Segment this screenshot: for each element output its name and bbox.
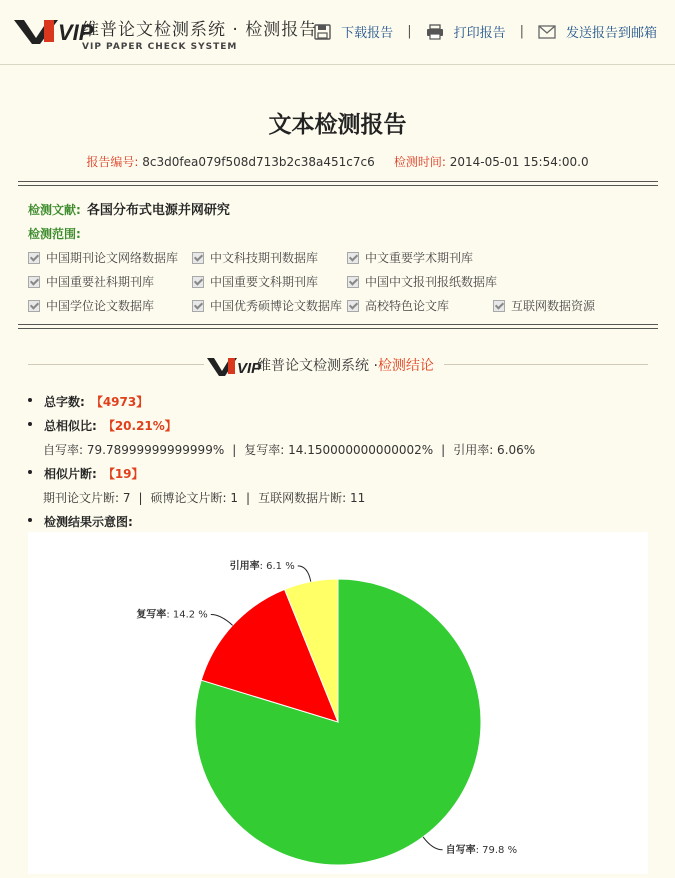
vip-logo-text: VIP — [58, 20, 94, 45]
pie-chart-svg — [28, 532, 648, 874]
save-icon — [314, 24, 331, 40]
report-id-label: 报告编号: — [86, 155, 139, 169]
pie-leader-line-1 — [211, 615, 233, 626]
pie-leader-line-2 — [298, 566, 311, 582]
pie-label-1: 复写率: 14.2 % — [136, 609, 208, 621]
checkbox-checked-icon[interactable] — [493, 300, 505, 312]
printer-icon — [426, 24, 444, 40]
checkbox-checked-icon[interactable] — [347, 276, 359, 288]
scope-label: 检测范围: — [28, 227, 81, 241]
checkbox-checked-icon[interactable] — [28, 276, 40, 288]
scope-item-label: 中国优秀硕博论文数据库 — [210, 299, 343, 313]
total-words-value: 【4973】 — [90, 395, 149, 409]
pie-label-2: 引用率: 6.1 % — [229, 560, 295, 572]
document-label: 检测文献: — [28, 203, 81, 217]
self-write-rate: 自写率: 79.78999999999999% — [43, 443, 225, 457]
scope-item-label: 中国期刊论文网络数据库 — [46, 251, 179, 265]
similarity-value: 【20.21%】 — [102, 419, 177, 433]
download-report-label: 下载报告 — [341, 26, 394, 41]
scope-checkbox-item[interactable] — [28, 297, 154, 314]
scope-checkbox-item[interactable] — [347, 249, 473, 266]
conclusion-heading-main: 维普论文检测系统 · — [257, 358, 378, 374]
scope-item-label: 互联网数据资源 — [511, 299, 596, 313]
email-report-label: 发送报告到邮箱 — [565, 26, 657, 41]
chart-label: 检测结果示意图: — [44, 515, 133, 529]
conclusion-heading-highlight: 检测结论 — [377, 358, 434, 374]
internet-fragments: 互联网数据片断: 11 — [258, 491, 366, 505]
total-words-label: 总字数: — [44, 395, 85, 409]
checkbox-checked-icon[interactable] — [347, 252, 359, 264]
total-words-row — [28, 393, 148, 410]
checkbox-checked-icon[interactable] — [192, 276, 204, 288]
download-report-button[interactable] — [314, 22, 393, 41]
scope-checkbox-item[interactable] — [347, 273, 497, 290]
checkbox-checked-icon[interactable] — [192, 252, 204, 264]
email-report-button[interactable] — [538, 22, 657, 41]
thesis-fragments: 硕博论文片断: 1 — [150, 491, 239, 505]
scope-checkbox-item[interactable] — [28, 249, 178, 266]
checkbox-checked-icon[interactable] — [28, 252, 40, 264]
check-time-label: 检测时间: — [393, 155, 446, 169]
report-actions — [314, 22, 657, 41]
chart-label-row — [28, 513, 133, 530]
scope-item-label: 中国学位论文数据库 — [46, 299, 155, 313]
action-separator: | — [407, 24, 412, 39]
journal-fragments: 期刊论文片断: 7 — [43, 491, 131, 505]
fragment-details-line: 期刊论文片断: 7 | 硕博论文片断: 1 | 互联网数据片断: 11 — [43, 491, 366, 505]
scope-item-label: 高校特色论文库 — [365, 299, 450, 313]
scope-item-label: 中国中文报刊报纸数据库 — [365, 275, 498, 289]
scope-item-label: 中文科技期刊数据库 — [210, 251, 319, 265]
scope-item-label: 中文重要学术期刊库 — [365, 251, 474, 265]
print-report-button[interactable] — [426, 22, 506, 41]
scope-item-label: 中国重要文科期刊库 — [210, 275, 319, 289]
similarity-label: 总相似比: — [44, 419, 97, 433]
scope-checkbox-item[interactable] — [28, 273, 154, 290]
divider — [18, 324, 658, 329]
logo-title-en: VIP PAPER CHECK SYSTEM — [82, 42, 238, 52]
action-separator: | — [519, 24, 524, 39]
checkbox-checked-icon[interactable] — [28, 300, 40, 312]
scope-checkbox-item[interactable] — [493, 297, 595, 314]
scope-checkbox-item[interactable] — [192, 273, 318, 290]
scope-checkbox-item[interactable] — [192, 297, 342, 314]
copy-rate: 复写率: 14.150000000000002% — [244, 443, 434, 457]
scope-checkbox-item[interactable] — [347, 297, 449, 314]
document-name: 各国分布式电源并网研究 — [86, 203, 230, 218]
fragments-label: 相似片断: — [44, 467, 97, 481]
section-rule-right — [444, 364, 648, 365]
similarity-row — [28, 417, 177, 434]
vip-logo-small-text: VIP — [237, 360, 262, 377]
rates-line: 自写率: 79.78999999999999% | 复写率: 14.150000000000002% | 引用率: 6.06% — [43, 443, 536, 457]
checkbox-checked-icon[interactable] — [347, 300, 359, 312]
document-line — [28, 199, 230, 218]
top-bar — [0, 0, 675, 65]
logo-title-cn: 维普论文检测系统 · 检测报告 — [82, 20, 318, 40]
report-id-value: 8c3d0fea079f508d713b2c38a451c7c6 — [142, 155, 375, 169]
print-report-label: 打印报告 — [453, 26, 506, 41]
result-pie-chart — [28, 532, 648, 874]
vip-logo-small — [207, 354, 262, 377]
mail-icon — [538, 25, 556, 39]
section-rule-left — [28, 364, 204, 365]
checkbox-checked-icon[interactable] — [192, 300, 204, 312]
fragments-row — [28, 465, 144, 482]
report-title: 文本检测报告 — [268, 112, 407, 138]
report-meta — [0, 153, 675, 170]
pie-label-0: 自写率: 79.8 % — [445, 844, 518, 856]
fragments-value: 【19】 — [102, 467, 144, 481]
pie-leader-line-0 — [423, 837, 443, 850]
divider — [18, 181, 658, 186]
check-time-value: 2014-05-01 15:54:00.0 — [449, 155, 589, 169]
scope-checkbox-item[interactable] — [192, 249, 318, 266]
citation-rate: 引用率: 6.06% — [453, 443, 536, 457]
conclusion-heading — [207, 354, 434, 376]
vip-logo — [14, 14, 94, 48]
scope-item-label: 中国重要社科期刊库 — [46, 275, 155, 289]
